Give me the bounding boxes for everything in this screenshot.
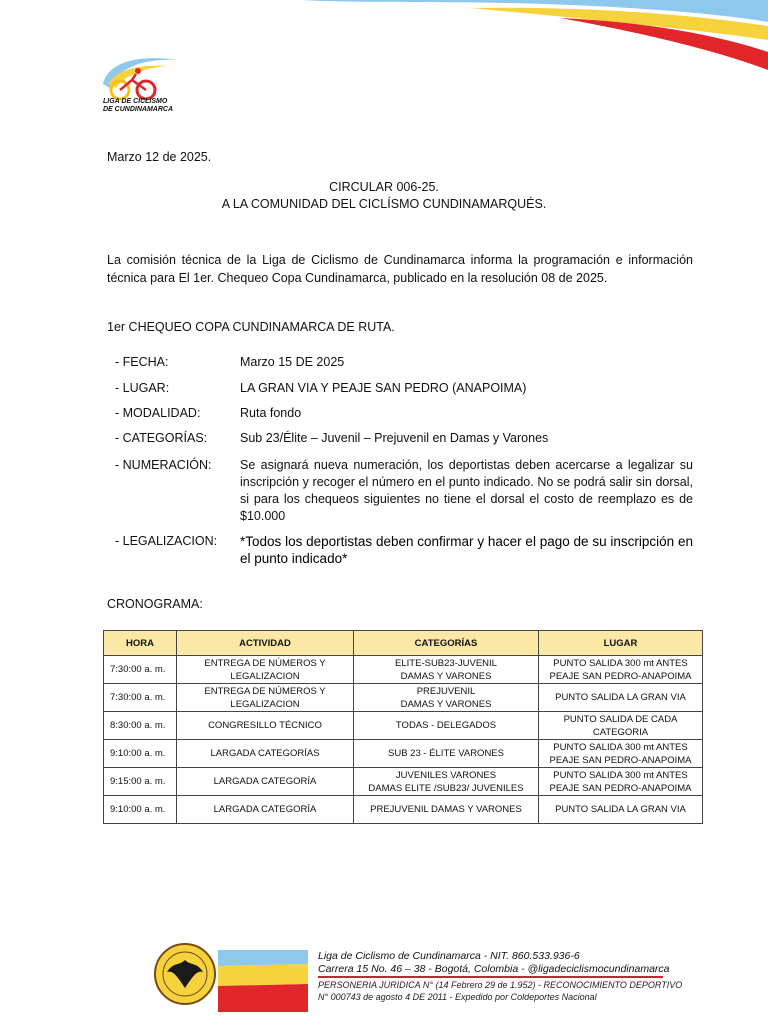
cell-line: DAMAS ELITE /SUB23/ JUVENILES xyxy=(368,782,524,794)
detail-value: Marzo 15 DE 2025 xyxy=(240,355,345,369)
detail-value: Se asignará nueva numeración, los deportistas deben acercarse a legalizar su inscripción y recoger el número en el punto indicado. No se podrá salir sin dorsal, si para los chequeos siguientes no tiene el dorsal el costo de reemplazo es de $10.000 xyxy=(240,458,693,523)
seal-icon xyxy=(153,942,217,1006)
cell-categorias xyxy=(354,712,539,740)
cell-hora: 7:30:00 a. m. xyxy=(104,656,177,684)
cell-line: LEGALIZACION xyxy=(230,670,300,682)
letter-date: Marzo 12 de 2025. xyxy=(107,150,212,164)
detail-label: - FECHA: xyxy=(115,355,169,369)
cell-hora: 9:15:00 a. m. xyxy=(104,768,177,796)
cell-lugar xyxy=(539,712,703,740)
cronograma-title: CRONOGRAMA: xyxy=(107,597,203,611)
detail-label: - MODALIDAD: xyxy=(115,406,201,420)
cell-line: CATEGORIA xyxy=(592,726,649,738)
cell-line: PREJUVENIL DAMAS Y VARONES xyxy=(370,804,522,815)
cell-lugar xyxy=(539,740,703,768)
table-header-row xyxy=(104,631,703,656)
header-lugar: LUGAR xyxy=(539,631,703,656)
cell-lugar xyxy=(539,796,703,824)
cell-categorias xyxy=(354,740,539,768)
liga-logo xyxy=(98,54,182,126)
detail-value: *Todos los deportistas deben confirmar y hacer el pago de su inscripción en el punto indicado* xyxy=(240,534,693,566)
cell-hora: 8:30:00 a. m. xyxy=(104,712,177,740)
cell-hora: 9:10:00 a. m. xyxy=(104,796,177,824)
flag-band xyxy=(218,950,308,1012)
cell-line: LARGADA CATEGORÍA xyxy=(213,776,317,787)
cell-line: LEGALIZACION xyxy=(230,698,300,710)
cronograma-table xyxy=(103,630,703,824)
table-row xyxy=(104,768,703,796)
table-row xyxy=(104,740,703,768)
detail-label: - CATEGORÍAS: xyxy=(115,431,208,445)
footer-line1: Liga de Ciclismo de Cundinamarca - NIT. 860.533.936-6 xyxy=(318,950,580,962)
table-row xyxy=(104,796,703,824)
cell-hora: 7:30:00 a. m. xyxy=(104,684,177,712)
cell-line: PUNTO SALIDA 300 mt ANTES xyxy=(553,769,688,781)
cell-line: PUNTO SALIDA LA GRAN VIA xyxy=(555,692,686,703)
cell-lugar xyxy=(539,684,703,712)
table-row xyxy=(104,656,703,684)
cell-actividad xyxy=(177,656,354,684)
detail-label: - LEGALIZACION: xyxy=(115,534,218,548)
detail-value: Sub 23/Élite – Juvenil – Prejuvenil en Damas y Varones xyxy=(240,431,549,445)
cell-line: PUNTO SALIDA 300 mt ANTES xyxy=(553,741,688,753)
addressee: A LA COMUNIDAD DEL CICLÍSMO CUNDINAMARQUÉS. xyxy=(221,197,547,211)
cell-line: SUB 23 - ÉLITE VARONES xyxy=(388,748,504,759)
header-actividad: ACTIVIDAD xyxy=(177,631,354,656)
table-row xyxy=(104,712,703,740)
cell-categorias xyxy=(354,796,539,824)
footer-line4: N° 000743 de agosto 4 DE 2011 - Expedido por Coldeportes Nacional xyxy=(318,992,597,1002)
circular-number: CIRCULAR 006-25. xyxy=(329,180,439,194)
detail-value: LA GRAN VIA Y PEAJE SAN PEDRO (ANAPOIMA) xyxy=(240,381,527,395)
cell-hora: 9:10:00 a. m. xyxy=(104,740,177,768)
cell-line: LARGADA CATEGORÍA xyxy=(213,804,317,815)
cell-line: CONGRESILLO TÉCNICO xyxy=(208,720,322,731)
cell-line: PEAJE SAN PEDRO-ANAPOIMA xyxy=(549,754,692,766)
cell-actividad xyxy=(177,768,354,796)
logo-line1: LIGA DE CICLISMO xyxy=(103,98,168,105)
cell-categorias xyxy=(354,684,539,712)
cell-categorias xyxy=(354,768,539,796)
cell-line: LARGADA CATEGORÍAS xyxy=(210,748,320,759)
logo-text xyxy=(103,98,183,114)
cell-line: PUNTO SALIDA LA GRAN VIA xyxy=(555,804,686,815)
intro-paragraph: La comisión técnica de la Liga de Ciclismo de Cundinamarca informa la programación e información técnica para El 1er. Chequeo Copa Cundinamarca, publicado en la resolución 08 de 2025. xyxy=(107,253,693,285)
cell-line: ELITE-SUB23-JUVENIL xyxy=(395,657,497,669)
cell-categorias xyxy=(354,656,539,684)
cell-line: DAMAS Y VARONES xyxy=(400,670,492,682)
cell-actividad xyxy=(177,684,354,712)
table-row xyxy=(104,684,703,712)
cell-line: PEAJE SAN PEDRO-ANAPOIMA xyxy=(549,782,692,794)
cell-line: JUVENILES VARONES xyxy=(395,769,497,781)
cell-actividad xyxy=(177,796,354,824)
detail-value: Ruta fondo xyxy=(240,406,302,420)
cell-line: DAMAS Y VARONES xyxy=(400,698,492,710)
header-hora: HORA xyxy=(104,631,177,656)
cell-actividad xyxy=(177,740,354,768)
cell-line: PUNTO SALIDA DE CADA xyxy=(563,713,678,725)
footer-line2: Carrera 15 No. 46 – 38 - Bogotá, Colombia - @ligadeciclismocundinamarca xyxy=(318,963,670,975)
cell-line: PUNTO SALIDA 300 mt ANTES xyxy=(553,657,688,669)
footer-line3: PERSONERIA JURIDICA N° (14 Febrero 29 de 1.952) - RECONOCIMIENTO DEPORTIVO xyxy=(318,980,683,990)
footer-divider xyxy=(318,976,663,978)
cell-lugar xyxy=(539,656,703,684)
cell-line: PREJUVENIL xyxy=(416,685,476,697)
cell-line: ENTREGA DE NÚMEROS Y xyxy=(204,685,326,697)
cell-actividad xyxy=(177,712,354,740)
detail-label: - NUMERACIÓN: xyxy=(115,458,212,472)
logo-line2: DE CUNDINAMARCA xyxy=(103,106,173,113)
header-categorias: CATEGORÍAS xyxy=(354,631,539,656)
section-title: 1er CHEQUEO COPA CUNDINAMARCA DE RUTA. xyxy=(107,320,395,334)
cell-line: TODAS - DELEGADOS xyxy=(395,720,497,731)
cell-line: PEAJE SAN PEDRO-ANAPOIMA xyxy=(549,670,692,682)
detail-label: - LUGAR: xyxy=(115,381,170,395)
cell-line: ENTREGA DE NÚMEROS Y xyxy=(204,657,326,669)
cell-lugar xyxy=(539,768,703,796)
